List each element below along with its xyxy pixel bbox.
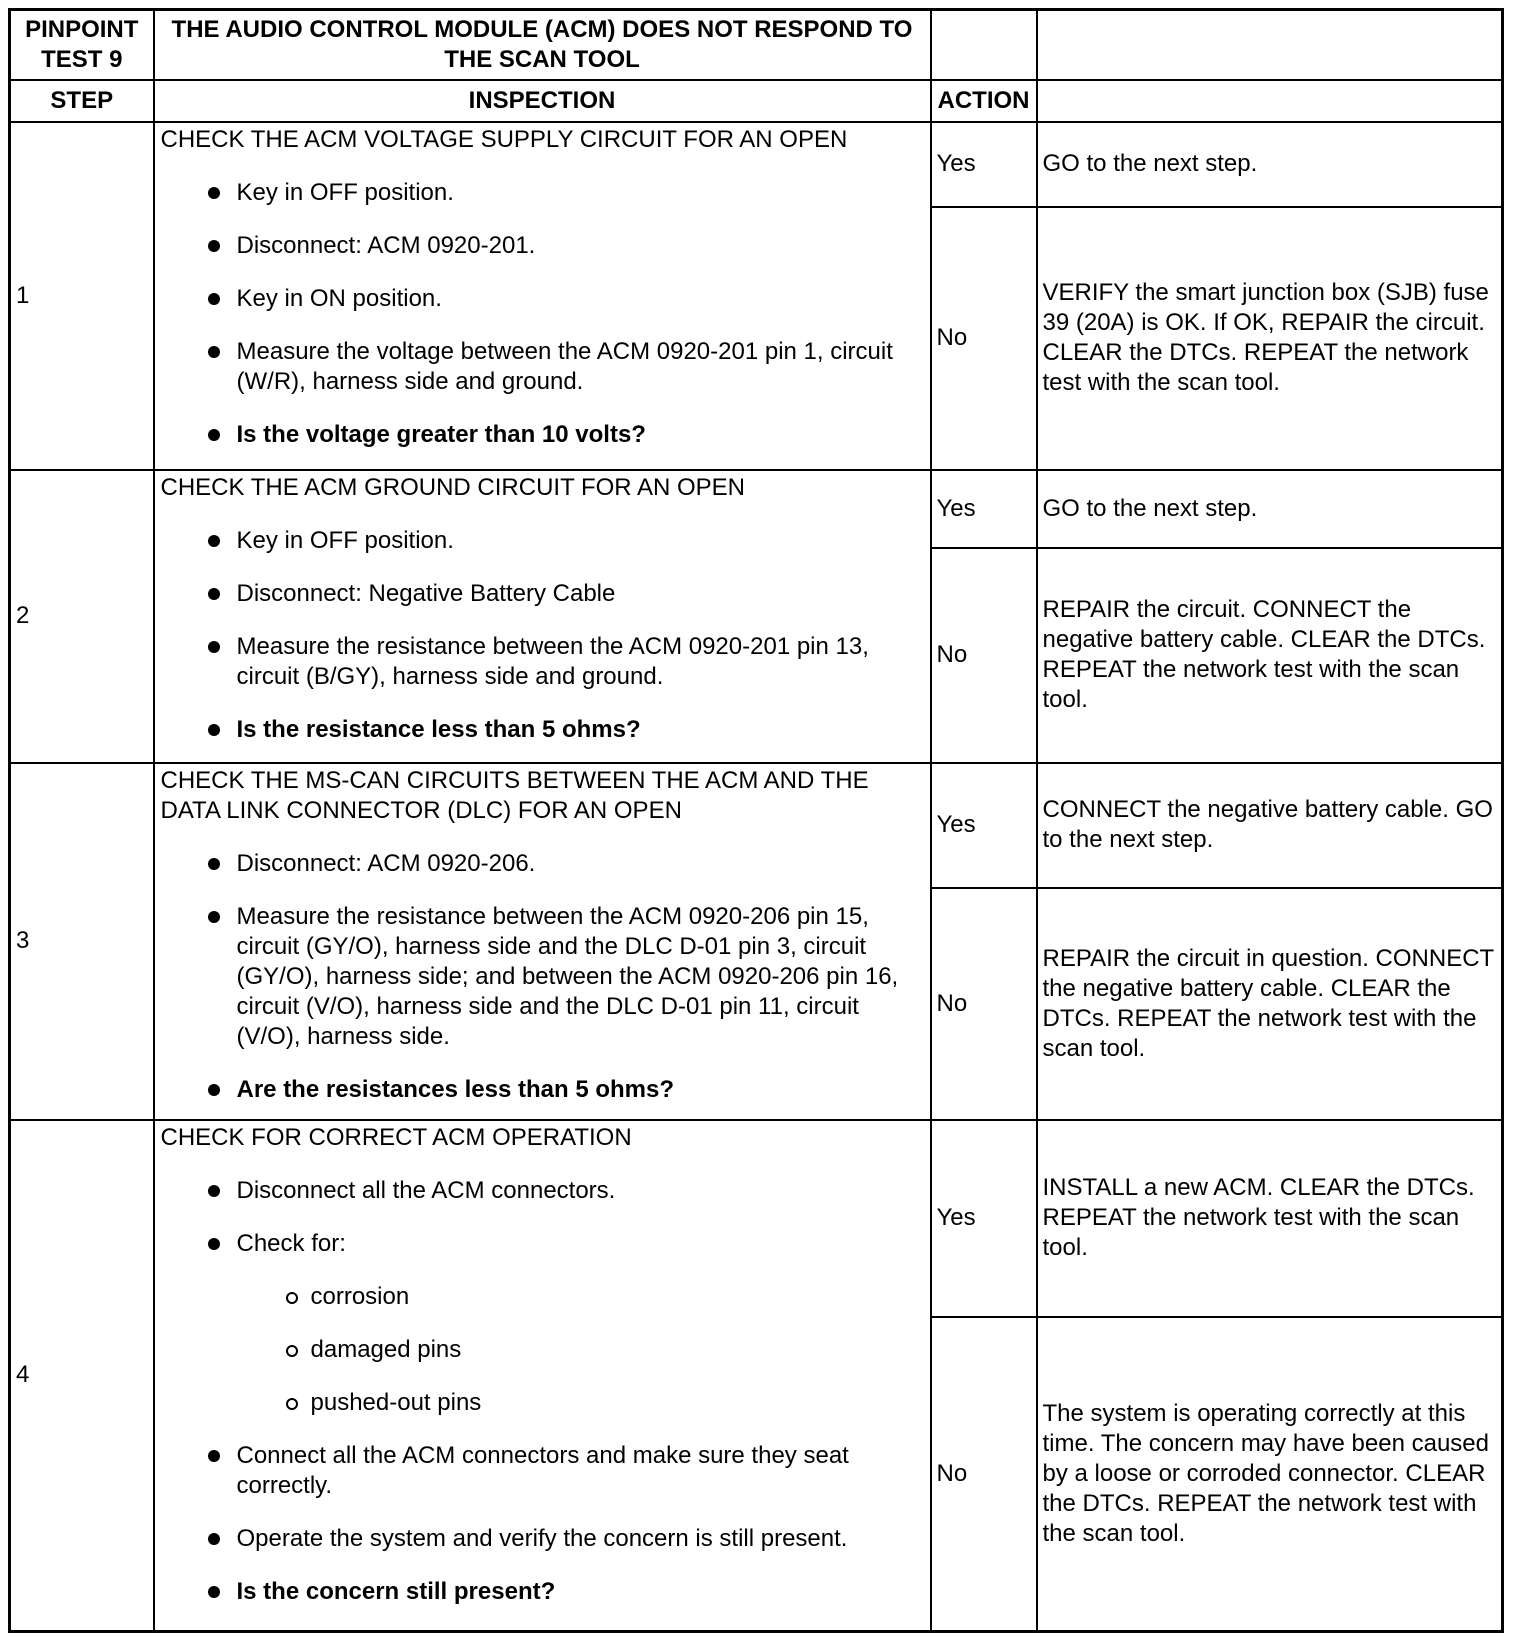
- step-row: [10, 122, 1503, 207]
- no-label: No: [931, 1317, 1037, 1632]
- inspection-bullet: Measure the resistance between the ACM 0920-206 pin 15, circuit (GY/O), harness side and the DLC D-01 pin 3, circuit (GY/O), harness side; and between the ACM 0920-206 pin 16, circuit (V/O), harness side and the DLC D-01 pin 11, circuit (V/O), harness side.: [161, 902, 924, 1052]
- step-title: CHECK THE ACM GROUND CIRCUIT FOR AN OPEN: [160, 473, 746, 501]
- inspection-cell: [154, 470, 931, 763]
- inspection-question: Is the concern still present?: [161, 1577, 924, 1607]
- no-action: VERIFY the smart junction box (SJB) fuse 39 (20A) is OK. If OK, REPAIR the circuit. CLEAR the DTCs. REPEAT the network test with the scan tool.: [1037, 207, 1503, 470]
- yes-action: INSTALL a new ACM. CLEAR the DTCs. REPEAT the network test with the scan tool.: [1037, 1120, 1503, 1317]
- inspection-sub-bullet: pushed-out pins: [161, 1388, 924, 1418]
- inspection-bullet: Key in OFF position.: [161, 178, 924, 208]
- test-title: THE AUDIO CONTROL MODULE (ACM) DOES NOT RESPOND TO THE SCAN TOOL: [154, 10, 931, 80]
- step-title: CHECK THE ACM VOLTAGE SUPPLY CIRCUIT FOR AN OPEN: [160, 125, 848, 153]
- inspection-list: [161, 849, 924, 1105]
- yes-label: Yes: [931, 1120, 1037, 1317]
- empty-header-cell: [1037, 80, 1503, 122]
- column-header-action: ACTION: [931, 80, 1037, 122]
- step-number: 3: [10, 763, 154, 1120]
- inspection-bullet: Operate the system and verify the concern is still present.: [161, 1524, 924, 1554]
- yes-action: CONNECT the negative battery cable. GO to the next step.: [1037, 763, 1503, 888]
- yes-label: Yes: [931, 122, 1037, 207]
- no-label: No: [931, 888, 1037, 1120]
- inspection-list: [161, 178, 924, 450]
- yes-label: Yes: [931, 470, 1037, 548]
- inspection-bullet: Disconnect: ACM 0920-206.: [161, 849, 924, 879]
- inspection-bullet: Measure the voltage between the ACM 0920-201 pin 1, circuit (W/R), harness side and ground.: [161, 337, 924, 397]
- inspection-bullet: Disconnect: Negative Battery Cable: [161, 579, 924, 609]
- step-number: 4: [10, 1120, 154, 1632]
- inspection-cell: [154, 1120, 931, 1632]
- inspection-question: Is the voltage greater than 10 volts?: [161, 420, 924, 450]
- column-header-inspection: INSPECTION: [154, 80, 931, 122]
- no-action: REPAIR the circuit in question. CONNECT the negative battery cable. CLEAR the DTCs. REPEAT the network test with the scan tool.: [1037, 888, 1503, 1120]
- inspection-sub-bullet: corrosion: [161, 1282, 924, 1312]
- empty-header-cell: [931, 10, 1037, 80]
- empty-header-cell: [1037, 10, 1503, 80]
- inspection-bullet: Check for:: [161, 1229, 924, 1259]
- no-label: No: [931, 207, 1037, 470]
- inspection-sub-bullet: damaged pins: [161, 1335, 924, 1365]
- yes-action: GO to the next step.: [1037, 122, 1503, 207]
- inspection-bullet: Key in ON position.: [161, 284, 924, 314]
- inspection-question: Are the resistances less than 5 ohms?: [161, 1075, 924, 1105]
- inspection-bullet: Connect all the ACM connectors and make sure they seat correctly.: [161, 1441, 924, 1501]
- inspection-bullet: Measure the resistance between the ACM 0920-201 pin 13, circuit (B/GY), harness side and ground.: [161, 632, 924, 692]
- step-title: CHECK THE MS-CAN CIRCUITS BETWEEN THE ACM AND THE DATA LINK CONNECTOR (DLC) FOR AN OPEN: [160, 766, 869, 824]
- inspection-cell: [154, 763, 931, 1120]
- inspection-bullet: Disconnect all the ACM connectors.: [161, 1176, 924, 1206]
- step-number: 2: [10, 470, 154, 763]
- yes-action: GO to the next step.: [1037, 470, 1503, 548]
- step-row: [10, 1120, 1503, 1317]
- inspection-list: [161, 526, 924, 745]
- step-row: [10, 470, 1503, 548]
- inspection-bullet: Disconnect: ACM 0920-201.: [161, 231, 924, 261]
- step-title: CHECK FOR CORRECT ACM OPERATION: [160, 1123, 632, 1151]
- yes-label: Yes: [931, 763, 1037, 888]
- no-action: REPAIR the circuit. CONNECT the negative battery cable. CLEAR the DTCs. REPEAT the network test with the scan tool.: [1037, 548, 1503, 763]
- pinpoint-test-table: [8, 8, 1504, 1633]
- inspection-cell: [154, 122, 931, 470]
- step-number: 1: [10, 122, 154, 470]
- inspection-list: [161, 1176, 924, 1607]
- inspection-bullet: Key in OFF position.: [161, 526, 924, 556]
- no-label: No: [931, 548, 1037, 763]
- inspection-question: Is the resistance less than 5 ohms?: [161, 715, 924, 745]
- step-row: [10, 763, 1503, 888]
- no-action: The system is operating correctly at this time. The concern may have been caused by a loose or corroded connector. CLEAR the DTCs. REPEAT the network test with the scan tool.: [1037, 1317, 1503, 1632]
- pinpoint-label: PINPOINT TEST 9: [10, 10, 154, 80]
- column-header-step: STEP: [10, 80, 154, 122]
